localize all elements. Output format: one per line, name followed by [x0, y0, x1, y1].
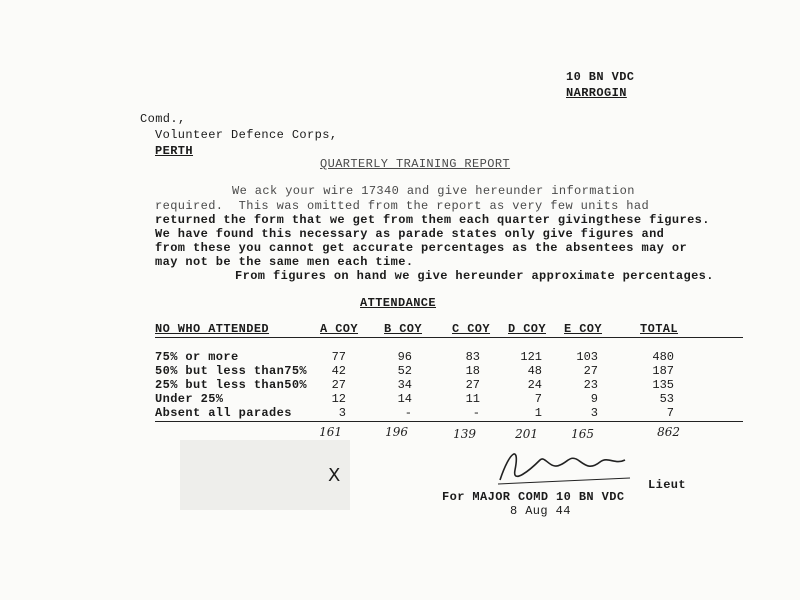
- table-cell: 48: [527, 364, 542, 378]
- row-label: Under 25%: [155, 392, 224, 406]
- table-cell: 96: [397, 350, 412, 364]
- table-cell: 12: [331, 392, 346, 406]
- signature-graphic: [490, 440, 640, 490]
- table-cell: 42: [331, 364, 346, 378]
- col-header-c: C COY: [452, 322, 491, 336]
- col-header-e: E COY: [564, 322, 603, 336]
- table-cell: 18: [465, 364, 480, 378]
- table-cell: 11: [465, 392, 480, 406]
- totals-rule: [155, 421, 743, 422]
- address-line-2: Volunteer Defence Corps,: [155, 128, 338, 142]
- body-line-7: From figures on hand we give hereunder approximate percentages.: [235, 269, 714, 283]
- row-label: 25% but less than50%: [155, 378, 308, 392]
- total-cell: 161: [319, 425, 342, 439]
- address-line-3: PERTH: [155, 144, 194, 158]
- table-cell: 52: [397, 364, 412, 378]
- unit-header: 10 BN VDC: [566, 70, 635, 84]
- table-cell: 7: [534, 392, 542, 406]
- table-cell: 23: [583, 378, 598, 392]
- table-cell: 77: [331, 350, 346, 364]
- col-header-total: TOTAL: [640, 322, 679, 336]
- table-cell: 53: [659, 392, 674, 406]
- table-cell: 103: [576, 350, 598, 364]
- signature-date: 8 Aug 44: [510, 504, 571, 518]
- table-cell: 1: [534, 406, 542, 420]
- body-line-3: returned the form that we get from them each quarter givingthese figures.: [155, 213, 710, 227]
- row-label: 50% but less than75%: [155, 364, 308, 378]
- table-cell: 34: [397, 378, 412, 392]
- total-cell: 862: [657, 425, 680, 439]
- table-cell: 14: [397, 392, 412, 406]
- table-cell: 3: [590, 406, 598, 420]
- table-cell: 27: [583, 364, 598, 378]
- total-cell: 201: [515, 427, 538, 441]
- report-title: QUARTERLY TRAINING REPORT: [320, 157, 511, 171]
- body-line-6: may not be the same men each time.: [155, 255, 414, 269]
- col-header-a: A COY: [320, 322, 359, 336]
- body-line-5: from these you cannot get accurate percentages as the absentees may or: [155, 241, 688, 255]
- signature-rank: Lieut: [648, 478, 687, 492]
- table-cell: -: [472, 406, 480, 420]
- table-cell: 3: [338, 406, 346, 420]
- header-rule: [155, 337, 743, 338]
- col-header-label: NO WHO ATTENDED: [155, 322, 270, 336]
- faded-stamp: [180, 440, 350, 510]
- body-line-2: required. This was omitted from the report as very few units had: [155, 199, 650, 213]
- table-cell: 480: [652, 350, 674, 364]
- table-cell: 27: [331, 378, 346, 392]
- row-label: Absent all parades: [155, 406, 292, 420]
- table-cell: 83: [465, 350, 480, 364]
- col-header-d: D COY: [508, 322, 547, 336]
- total-cell: 139: [453, 427, 476, 441]
- body-line-1: We ack your wire 17340 and give hereunder information: [232, 184, 635, 198]
- body-line-4: We have found this necessary as parade states only give figures and: [155, 227, 665, 241]
- location-header: NARROGIN: [566, 86, 627, 100]
- table-cell: -: [404, 406, 412, 420]
- table-cell: 27: [465, 378, 480, 392]
- total-cell: 165: [571, 427, 594, 441]
- signature-for-line: For MAJOR COMD 10 BN VDC: [442, 490, 625, 504]
- total-cell: 196: [385, 425, 408, 439]
- table-cell: 24: [527, 378, 542, 392]
- table-cell: 9: [590, 392, 598, 406]
- col-header-b: B COY: [384, 322, 423, 336]
- x-mark: X: [328, 465, 341, 486]
- table-cell: 121: [520, 350, 542, 364]
- address-line-1: Comd.,: [140, 112, 186, 126]
- table-cell: 187: [652, 364, 674, 378]
- table-cell: 135: [652, 378, 674, 392]
- table-heading: ATTENDANCE: [360, 296, 437, 310]
- table-cell: 7: [666, 406, 674, 420]
- row-label: 75% or more: [155, 350, 239, 364]
